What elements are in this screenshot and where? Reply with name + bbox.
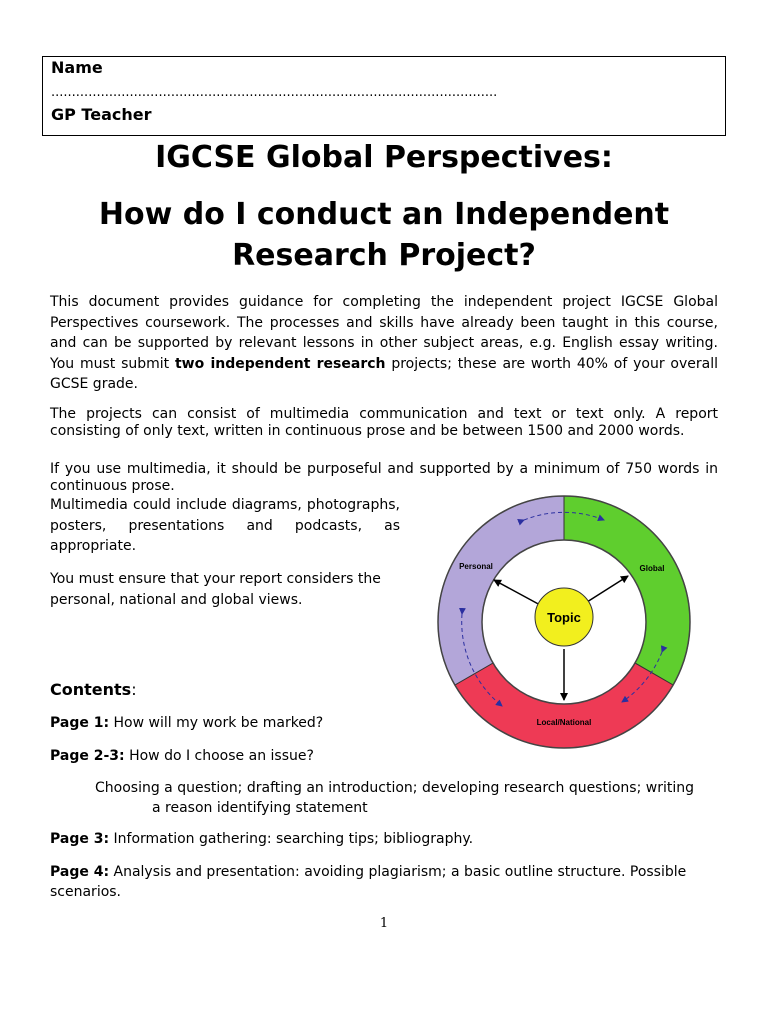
page-number: 1 xyxy=(379,916,389,931)
contents-heading: Contents: xyxy=(50,680,137,699)
contents-item-label: Page 2-3: xyxy=(50,748,125,764)
personal-label: Personal xyxy=(459,562,493,571)
intro-paragraph xyxy=(50,292,718,395)
multimedia-examples-paragraph: Multimedia could include diagrams, photographs, posters, presentations and podcasts, as appropriate. xyxy=(50,497,400,554)
document-title: IGCSE Global Perspectives: xyxy=(155,140,613,175)
intro-bold-text: two independent research xyxy=(174,355,386,372)
perspectives-diagram xyxy=(430,492,700,754)
name-dotted-line: ............................................................................................................ xyxy=(51,85,498,100)
views-paragraph: You must ensure that your report considers the personal, national and global views. xyxy=(50,571,381,608)
contents-item-page-1 xyxy=(50,713,323,733)
contents-sub-line-1: Choosing a question; drafting an introduction; developing research questions; writing xyxy=(95,780,694,796)
projects-paragraph: The projects can consist of multimedia communication and text or text only. A report consisting of only text, written in continuous prose and be between 1500 and 2000 words. xyxy=(50,406,718,439)
contents-item-text: Analysis and presentation: avoiding plagiarism; a basic outline structure. Possible scenarios. xyxy=(50,864,687,900)
contents-item-text: How do I choose an issue? xyxy=(124,748,314,764)
global-label: Global xyxy=(639,564,665,573)
local-national-label: Local/National xyxy=(536,718,592,727)
teacher-label: GP Teacher xyxy=(51,105,152,124)
contents-item-text: How will my work be marked? xyxy=(109,715,324,731)
name-label: Name xyxy=(51,58,103,77)
contents-sub-line-2: a reason identifying statement xyxy=(152,799,368,816)
contents-item-page-2-3 xyxy=(50,746,314,766)
contents-item-label: Page 1: xyxy=(50,715,110,731)
intro-text-1: This document provides guidance for completing the independent project IGCSE Global Perspectives coursework. The processes and skills have already been taught in this course, and can be supported by relevant lessons in other subject areas, e.g. English essay writing. You must submit xyxy=(50,294,718,372)
contents-sub-item xyxy=(95,779,735,818)
subtitle-line-2: Research Project? xyxy=(232,238,536,273)
contents-item-page-4 xyxy=(50,862,720,902)
topic-label: Topic xyxy=(547,610,581,625)
intro-text-2: projects; these are worth 40% of your overall GCSE grade. xyxy=(50,355,718,392)
name-teacher-box xyxy=(42,56,726,136)
multimedia-paragraph: If you use multimedia, it should be purposeful and supported by a minimum of 750 words in continuous prose. xyxy=(50,461,718,494)
contents-item-page-3 xyxy=(50,829,473,849)
contents-item-text: Information gathering: searching tips; bibliography. xyxy=(109,831,474,847)
contents-item-label: Page 4: xyxy=(50,864,110,880)
contents-item-label: Page 3: xyxy=(50,831,110,847)
subtitle-line-1: How do I conduct an Independent xyxy=(98,197,670,232)
document-subtitle xyxy=(0,194,768,276)
